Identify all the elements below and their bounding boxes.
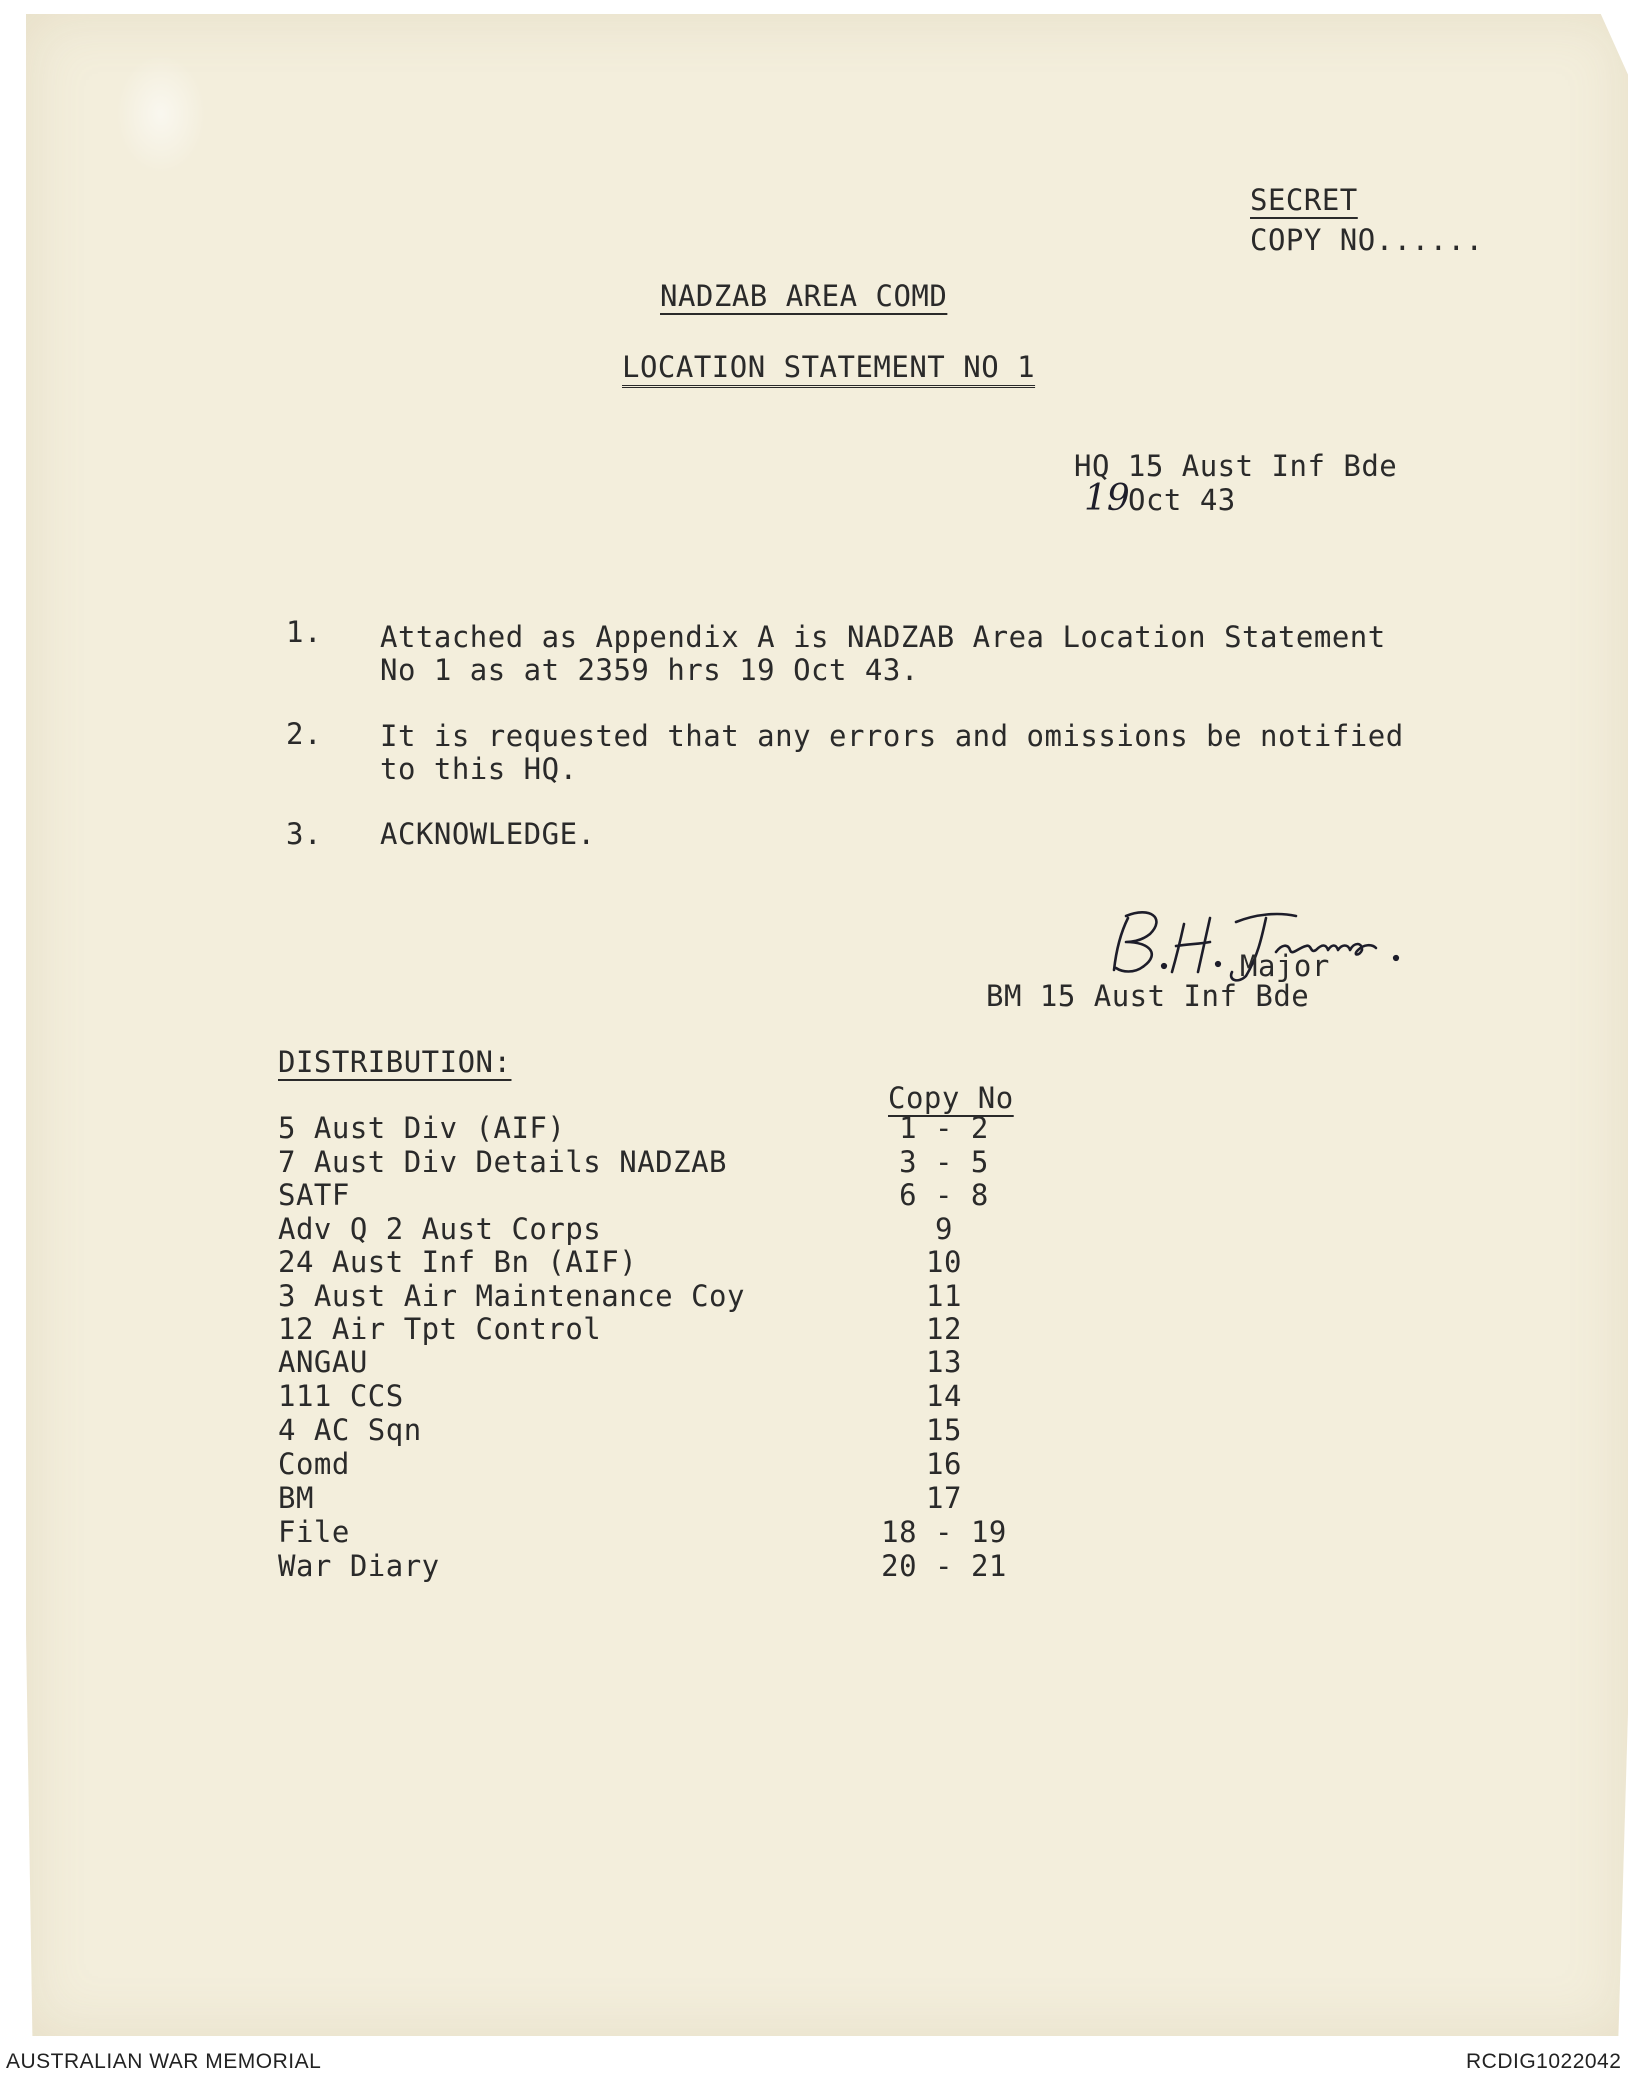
distribution-unit: 24 Aust Inf Bn (AIF) [278, 1245, 638, 1279]
archive-credit: AUSTRALIAN WAR MEMORIAL [6, 2050, 322, 2073]
distribution-row [278, 1515, 1038, 1549]
distribution-copy-no: 11 [926, 1279, 962, 1313]
distribution-copy-no: 14 [926, 1379, 962, 1413]
distribution-row [278, 1245, 1038, 1279]
distribution-row [278, 1279, 1038, 1313]
paragraph-number-1: 1. [286, 615, 322, 649]
distribution-copy-no: 1 - 2 [899, 1111, 989, 1145]
distribution-row [278, 1312, 1038, 1346]
distribution-unit: File [278, 1515, 350, 1549]
paragraph-2-line-1: It is requested that any errors and omissions be notified [380, 719, 1404, 753]
paragraph-1-line-2: No 1 as at 2359 hrs 19 Oct 43. [380, 653, 919, 687]
paragraph-1-line-1: Attached as Appendix A is NADZAB Area Location Statement [380, 620, 1386, 654]
classification-label: SECRET [1250, 183, 1358, 217]
distribution-copy-no: 12 [926, 1312, 962, 1346]
distribution-copy-no: 17 [926, 1481, 962, 1515]
distribution-unit: 7 Aust Div Details NADZAB [278, 1145, 727, 1179]
paragraph-3-line-1: ACKNOWLEDGE. [380, 817, 596, 851]
distribution-unit: Adv Q 2 Aust Corps [278, 1212, 602, 1246]
distribution-copy-no: 9 [935, 1212, 953, 1246]
distribution-unit: 5 Aust Div (AIF) [278, 1111, 566, 1145]
distribution-row [278, 1111, 1038, 1145]
distribution-row [278, 1549, 1038, 1583]
distribution-unit: ANGAU [278, 1345, 368, 1379]
distribution-row [278, 1447, 1038, 1481]
distribution-row [278, 1413, 1038, 1447]
distribution-copy-no: 16 [926, 1447, 962, 1481]
distribution-unit: BM [278, 1481, 314, 1515]
distribution-row [278, 1345, 1038, 1379]
distribution-unit: 12 Air Tpt Control [278, 1312, 602, 1346]
distribution-unit: 3 Aust Air Maintenance Coy [278, 1279, 745, 1313]
distribution-row [278, 1178, 1038, 1212]
distribution-copy-no: 18 - 19 [881, 1515, 1007, 1549]
distribution-copy-no: 10 [926, 1245, 962, 1279]
distribution-copy-no: 3 - 5 [899, 1145, 989, 1179]
distribution-unit: SATF [278, 1178, 350, 1212]
distribution-row [278, 1145, 1038, 1179]
distribution-unit: 4 AC Sqn [278, 1413, 422, 1447]
handwritten-date-day: 19 [1084, 478, 1130, 519]
distribution-row [278, 1212, 1038, 1246]
distribution-copy-no: 15 [926, 1413, 962, 1447]
origin-hq: HQ 15 Aust Inf Bde [1074, 449, 1398, 483]
distribution-unit: Comd [278, 1447, 350, 1481]
distribution-heading: DISTRIBUTION: [278, 1045, 512, 1079]
distribution-unit: 111 CCS [278, 1379, 404, 1413]
document-title: NADZAB AREA COMD [660, 279, 948, 313]
distribution-copy-no: 13 [926, 1345, 962, 1379]
distribution-copy-no: 20 - 21 [881, 1549, 1007, 1583]
signatory-rank: Major [1240, 949, 1330, 983]
paragraph-number-3: 3. [286, 817, 322, 851]
distribution-row [278, 1481, 1038, 1515]
document-subtitle: LOCATION STATEMENT NO 1 [622, 350, 1036, 384]
distribution-unit: War Diary [278, 1549, 440, 1583]
paper-sheet [26, 14, 1628, 2036]
copy-number-field: COPY NO...... [1250, 223, 1484, 257]
distribution-row [278, 1379, 1038, 1413]
distribution-copy-no: 6 - 8 [899, 1178, 989, 1212]
paragraph-2-line-2: to this HQ. [380, 752, 578, 786]
paragraph-number-2: 2. [286, 717, 322, 751]
origin-date: Oct 43 [1128, 483, 1236, 517]
copy-number-header: Copy No [888, 1081, 1014, 1115]
archive-reference: RCDIG1022042 [1466, 2050, 1622, 2073]
signatory-appointment: BM 15 Aust Inf Bde [986, 979, 1310, 1013]
